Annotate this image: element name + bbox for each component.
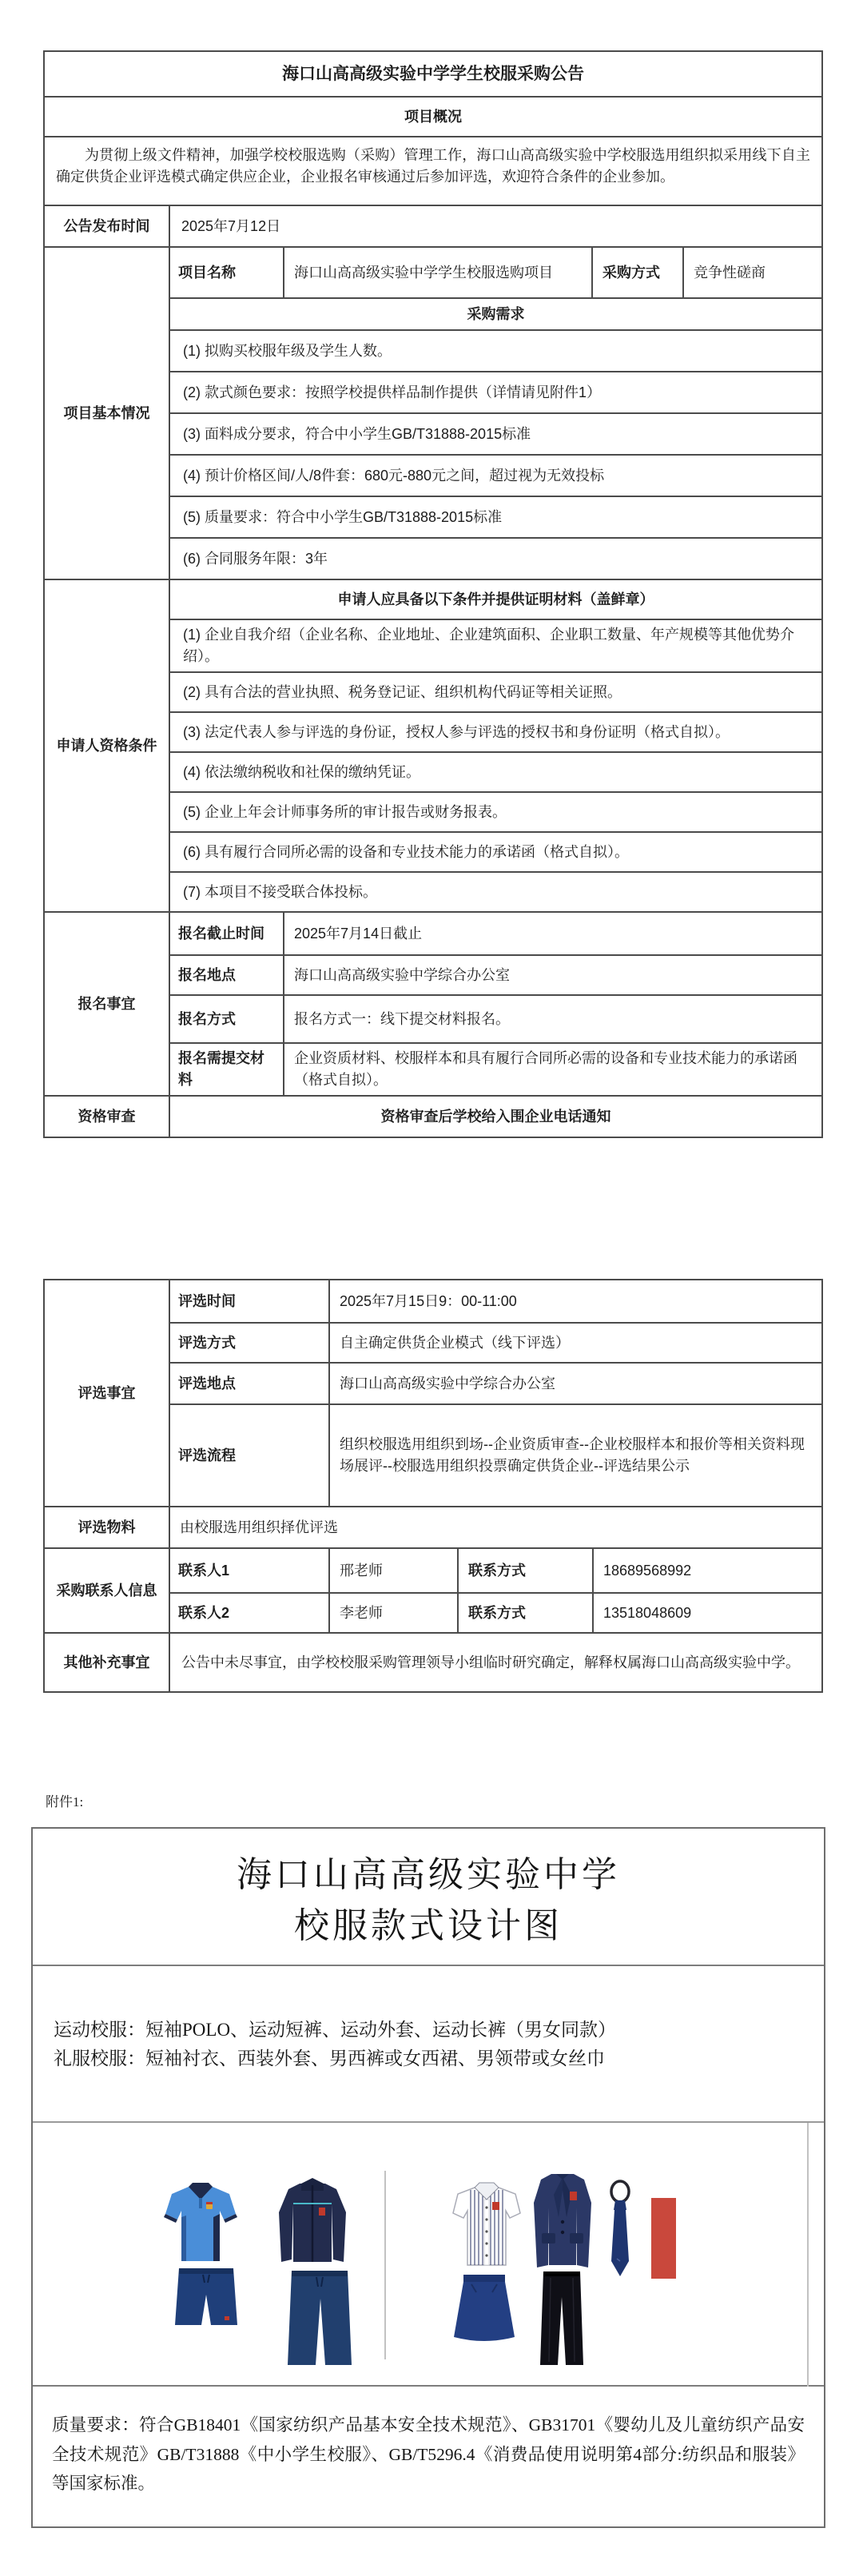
announce-date-label: 公告发布时间	[45, 206, 170, 246]
contact-row	[170, 1549, 821, 1592]
qualification-item-5: (5) 企业上年会计师事务所的审计报告或财务报表。	[183, 803, 507, 820]
qualification-item-6: (6) 具有履行合同所必需的设备和专业技术能力的承诺函（格式自拟）。	[183, 843, 629, 860]
contact-row	[170, 1592, 821, 1632]
demand-item-1: (1) 拟购买校服年级及学生人数。	[183, 342, 392, 359]
gallery-divider-line	[384, 2171, 386, 2359]
selection-place-label: 评选地点	[170, 1364, 330, 1403]
qualification-item-row	[170, 791, 821, 831]
selection-row	[170, 1403, 821, 1506]
contact1-phone: 18689568992	[603, 1562, 692, 1579]
quality-note: 质量要求：符合GB18401《国家纺织产品基本安全技术规范》、GB31701《婴幼儿及儿童纺织产品安全技术规范》GB/T31888《中小学生校服》、GB/T5296.4《消费品使用说明第4部分:纺织品和服装》等国家标准。	[33, 2385, 824, 2526]
uniform-design-gallery	[33, 2121, 824, 2385]
contact1-name: 邢老师	[330, 1549, 459, 1592]
intro-paragraph: 为贯彻上级文件精神，加强学校校服选购（采购）管理工作，海口山高高级实验中学校服选用组织拟采用线下自主确定供货企业评选模式确定供应企业，企业报名审核通过后参加评选，欢迎符合条件的企业参加。	[56, 147, 810, 185]
dress-skirt-graphic	[454, 2273, 515, 2343]
review-value: 资格审查后学校给入围企业电话通知	[380, 1108, 611, 1125]
selection-row	[170, 1362, 821, 1403]
signup-deadline-label: 报名截止时间	[170, 913, 284, 954]
sport-pants-graphic	[286, 2268, 353, 2369]
qualification-label: 申请人资格条件	[45, 580, 170, 911]
demand-item-row	[170, 496, 821, 537]
demand-item-row	[170, 454, 821, 496]
signup-row	[170, 913, 821, 954]
review-row	[45, 1095, 821, 1137]
method-value: 竞争性磋商	[694, 264, 766, 281]
selection-method-label: 评选方式	[170, 1324, 330, 1362]
signup-row	[170, 954, 821, 994]
materials-value: 由校服选用组织择优评选	[180, 1519, 338, 1535]
signup-place-label: 报名地点	[170, 956, 284, 994]
overview-header: 项目概况	[404, 108, 462, 125]
selection-time-label: 评选时间	[170, 1280, 330, 1322]
demand-item-4: (4) 预计价格区间/人/8件套：680元-880元之间，超过视为无效投标	[183, 467, 605, 484]
qualification-section	[45, 579, 821, 911]
dress-trousers-graphic	[539, 2270, 584, 2369]
overview-header-row	[45, 96, 821, 136]
title-row	[45, 52, 821, 96]
dress-shirt-graphic	[451, 2182, 522, 2268]
demand-item-5: (5) 质量要求：符合中小学生GB/T31888-2015标准	[183, 508, 503, 525]
qualification-header: 申请人应具备以下条件并提供证明材料（盖鲜章）	[337, 591, 654, 607]
selection-process-value: 组织校服选用组织到场--企业资质审查--企业校服样本和报价等相关资料现场展评--校服选用组织投票确定供货企业--评选结果公示	[340, 1436, 805, 1474]
selection-section	[45, 1280, 821, 1506]
dress-uniform-line: 礼服校服：短袖衬衣、西装外套、男西裤或女西裙、男领带或女丝巾	[54, 2048, 605, 2068]
selection-time-value: 2025年7月15日9：00-11:00	[340, 1292, 517, 1309]
demand-item-3: (3) 面料成分要求，符合中小学生GB/T31888-2015标准	[183, 425, 531, 442]
demand-item-row	[170, 412, 821, 454]
contact2-phone: 13518048609	[603, 1604, 692, 1621]
project-name-label: 项目名称	[170, 248, 284, 297]
qualification-item-row	[170, 619, 821, 671]
silk-scarf-graphic	[651, 2198, 676, 2279]
selection-process-label: 评选流程	[170, 1405, 330, 1506]
basic-info-section	[45, 246, 821, 579]
contact2-label: 联系人2	[170, 1594, 330, 1632]
signup-label: 报名事宜	[45, 913, 170, 1095]
demand-header: 采购需求	[467, 305, 525, 322]
signup-row	[170, 1042, 821, 1095]
contact2-name: 李老师	[330, 1594, 459, 1632]
qualification-item-row	[170, 711, 821, 751]
qualification-item-4: (4) 依法缴纳税收和社保的缴纳凭证。	[183, 763, 420, 780]
contacts-label: 采购联系人信息	[45, 1549, 170, 1632]
signup-row	[170, 994, 821, 1042]
attachment-title-line1: 海口山高高级实验中学	[237, 1855, 620, 1894]
dress-blazer-graphic	[528, 2169, 597, 2271]
qualification-header-row	[170, 580, 821, 619]
signup-method-value: 报名方式一：线下提交材料报名。	[294, 1010, 510, 1027]
attachment-label: 附件1:	[46, 1794, 84, 1810]
announce-row	[45, 205, 821, 246]
qualification-item-row	[170, 671, 821, 711]
demand-header-row	[170, 297, 821, 329]
project-name-value: 海口山高高级实验中学学生校服选购项目	[284, 248, 593, 297]
procurement-announcement-table	[43, 50, 823, 1138]
attachment-box	[31, 1827, 825, 2528]
demand-item-row	[170, 371, 821, 412]
other-value: 公告中未尽事宜，由学校校服采购管理领导小组临时研究确定，解释权属海口山高高级实验中学。	[181, 1654, 800, 1670]
signup-section	[45, 911, 821, 1095]
method-label: 采购方式	[593, 248, 684, 297]
gallery-right-line	[807, 2123, 809, 2387]
materials-label: 评选物料	[45, 1507, 170, 1547]
sport-shorts-graphic	[174, 2266, 238, 2328]
signup-method-label: 报名方式	[170, 996, 284, 1042]
selection-info-table	[43, 1279, 823, 1693]
materials-row	[45, 1506, 821, 1547]
selection-place-value: 海口山高高级实验中学综合办公室	[340, 1375, 555, 1392]
demand-item-6: (6) 合同服务年限：3年	[183, 550, 328, 567]
review-label: 资格审查	[45, 1097, 170, 1137]
other-row	[45, 1632, 821, 1691]
signup-deadline-value: 2025年7月14日截止	[294, 925, 423, 942]
qualification-item-row	[170, 871, 821, 911]
attachment-title	[33, 1829, 824, 1965]
signup-materials-label: 报名需提交材料	[170, 1044, 284, 1095]
contact2-phone-label: 联系方式	[459, 1594, 594, 1632]
qualification-item-7: (7) 本项目不接受联合体投标。	[183, 883, 377, 900]
selection-row	[170, 1322, 821, 1362]
qualification-item-2: (2) 具有合法的营业执照、税务登记证、组织机构代码证等相关证照。	[183, 683, 622, 700]
signup-place-value: 海口山高高级实验中学综合办公室	[294, 966, 510, 983]
demand-item-row	[170, 537, 821, 579]
sport-jacket-graphic	[272, 2176, 352, 2267]
demand-item-row	[170, 329, 821, 371]
signup-materials-value: 企业资质材料、校服样本和具有履行合同所必需的设备和专业技术能力的承诺函（格式自拟）。	[294, 1050, 797, 1088]
contact1-phone-label: 联系方式	[459, 1549, 594, 1592]
qualification-item-row	[170, 831, 821, 871]
project-name-row	[170, 248, 821, 297]
demand-item-2: (2) 款式颜色要求：按照学校提供样品制作提供（详情请见附件1）	[183, 384, 602, 400]
sport-polo-graphic	[164, 2180, 237, 2263]
page-title: 海口山高高级实验中学学生校服采购公告	[282, 64, 584, 83]
attachment-title-line2: 校服款式设计图	[294, 1905, 563, 1945]
selection-label: 评选事宜	[45, 1280, 170, 1506]
selection-row	[170, 1280, 821, 1322]
other-label: 其他补充事宜	[45, 1634, 170, 1691]
qualification-item-row	[170, 751, 821, 791]
necktie-graphic	[607, 2179, 633, 2286]
selection-method-value: 自主确定供货企业模式（线下评选）	[340, 1334, 570, 1351]
qualification-item-1: (1) 企业自我介绍（企业名称、企业地址、企业建筑面积、企业职工数量、年产规模等其他优势介绍）。	[183, 627, 794, 664]
sport-uniform-line: 运动校服：短袖POLO、运动短裤、运动外套、运动长裤（男女同款）	[54, 2020, 617, 2040]
contact1-label: 联系人1	[170, 1549, 330, 1592]
contacts-section	[45, 1547, 821, 1632]
attachment-description	[33, 1965, 824, 2121]
basic-info-label: 项目基本情况	[45, 248, 170, 579]
announce-date-value: 2025年7月12日	[181, 217, 281, 234]
qualification-item-3: (3) 法定代表人参与评选的身份证，授权人参与评选的授权书和身份证明（格式自拟）。	[183, 723, 730, 740]
intro-row	[45, 136, 821, 205]
